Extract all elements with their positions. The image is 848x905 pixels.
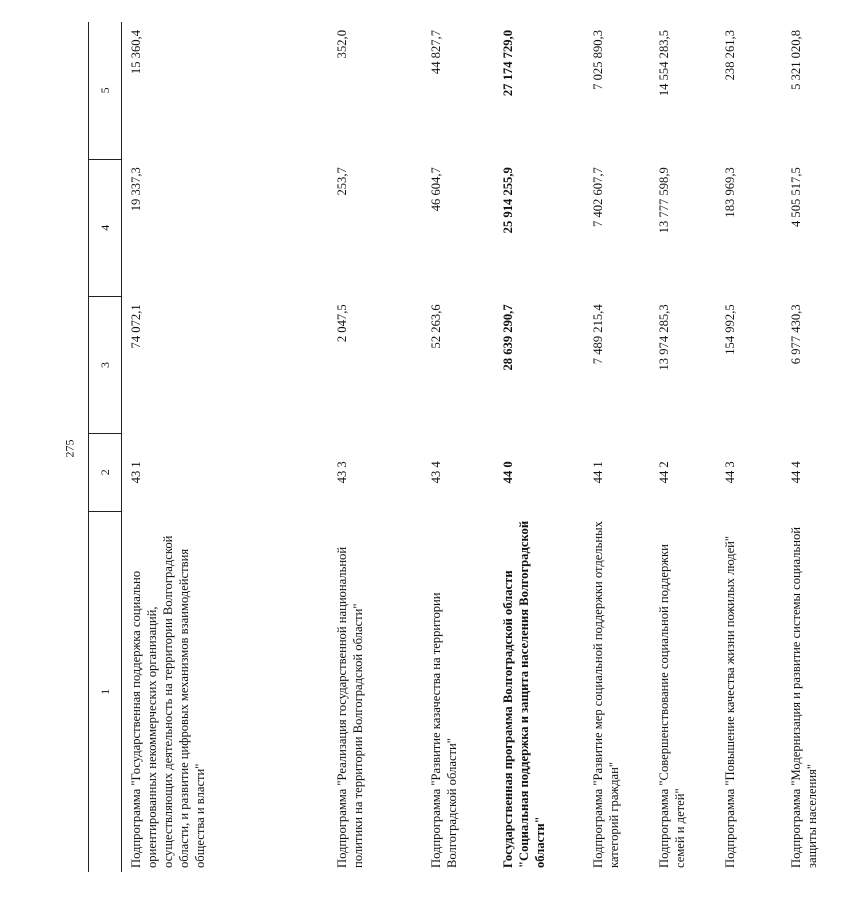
table-row (328, 22, 422, 872)
amount-col-5: 352,0 (335, 30, 349, 59)
header-col-4: 4 (89, 159, 122, 296)
amount-col-3: 13 974 285,3 (657, 304, 671, 371)
table-row (422, 22, 494, 872)
amount-col-5: 14 554 283,5 (657, 30, 671, 97)
header-col-3: 3 (89, 296, 122, 433)
program-name: Подпрограмма "Развитие казачества на территории Волгоградской области" (429, 592, 459, 868)
header-col-5: 5 (89, 22, 122, 159)
amount-col-3: 28 639 290,7 (501, 304, 515, 371)
table-row (716, 22, 782, 872)
table-row (122, 22, 329, 872)
program-name: Государственная программа Волгоградской области "Социальная поддержка и защита населения Волгоградской области" (501, 520, 547, 868)
amount-col-3: 154 992,5 (723, 304, 737, 355)
header-col-1: 1 (89, 511, 122, 872)
program-code: 44 0 (501, 461, 515, 484)
amount-col-4: 183 969,3 (723, 167, 737, 218)
program-code: 43 3 (335, 461, 349, 484)
header-col-2: 2 (89, 434, 122, 512)
budget-table (88, 22, 848, 872)
program-name: Подпрограмма "Повышение качества жизни пожилых людей" (723, 535, 737, 868)
amount-col-4: 7 402 607,7 (591, 167, 605, 228)
amount-col-4: 13 777 598,9 (657, 167, 671, 234)
table-row (584, 22, 650, 872)
program-code: 44 2 (657, 461, 671, 484)
amount-col-3: 52 263,6 (429, 304, 443, 349)
amount-col-5: 15 360,4 (129, 30, 143, 75)
amount-col-3: 74 072,1 (129, 304, 143, 349)
amount-col-3: 6 977 430,3 (789, 304, 803, 365)
program-name: Подпрограмма "Развитие мер социальной поддержки отдельных категорий граждан" (591, 521, 621, 868)
table-row-total (494, 22, 584, 872)
rotated-table-container (88, 22, 819, 872)
amount-col-5: 5 321 020,8 (789, 30, 803, 90)
amount-col-3: 7 489 215,4 (591, 304, 605, 365)
amount-col-4: 253,7 (335, 167, 349, 196)
amount-col-5: 27 174 729,0 (501, 30, 515, 97)
amount-col-4: 4 505 517,5 (789, 167, 803, 228)
program-code: 44 3 (723, 461, 737, 484)
amount-col-4: 46 604,7 (429, 167, 443, 212)
program-code: 43 4 (429, 461, 443, 484)
program-code: 44 4 (789, 461, 803, 484)
program-name: Подпрограмма "Модернизация и развитие системы социальной защиты населения" (789, 526, 819, 868)
amount-col-3: 2 047,5 (335, 304, 349, 343)
program-code: 44 1 (591, 461, 605, 484)
amount-col-4: 19 337,3 (129, 167, 143, 212)
program-name: Подпрограмма "Государственная поддержка социально ориентированных некоммерческих организаций, осуществляющих деятельность на территории Волгоградской области, и развитие цифровых механизмов взаимодействия общества и власти" (129, 535, 207, 868)
program-name: Подпрограмма "Совершенствование социальной поддержки семей и детей" (657, 544, 687, 868)
amount-col-5: 238 261,3 (723, 30, 737, 81)
table-row (650, 22, 716, 872)
program-code: 43 1 (129, 461, 143, 484)
amount-col-5: 7 025 890,3 (591, 30, 605, 90)
program-name: Подпрограмма "Реализация государственной национальной политики на территории Волгоградской области" (335, 546, 365, 868)
table-row (782, 22, 848, 872)
amount-col-4: 25 914 255,9 (501, 167, 515, 234)
page-number: 275 (62, 439, 77, 458)
amount-col-5: 44 827,7 (429, 30, 443, 75)
header-row (89, 22, 122, 872)
